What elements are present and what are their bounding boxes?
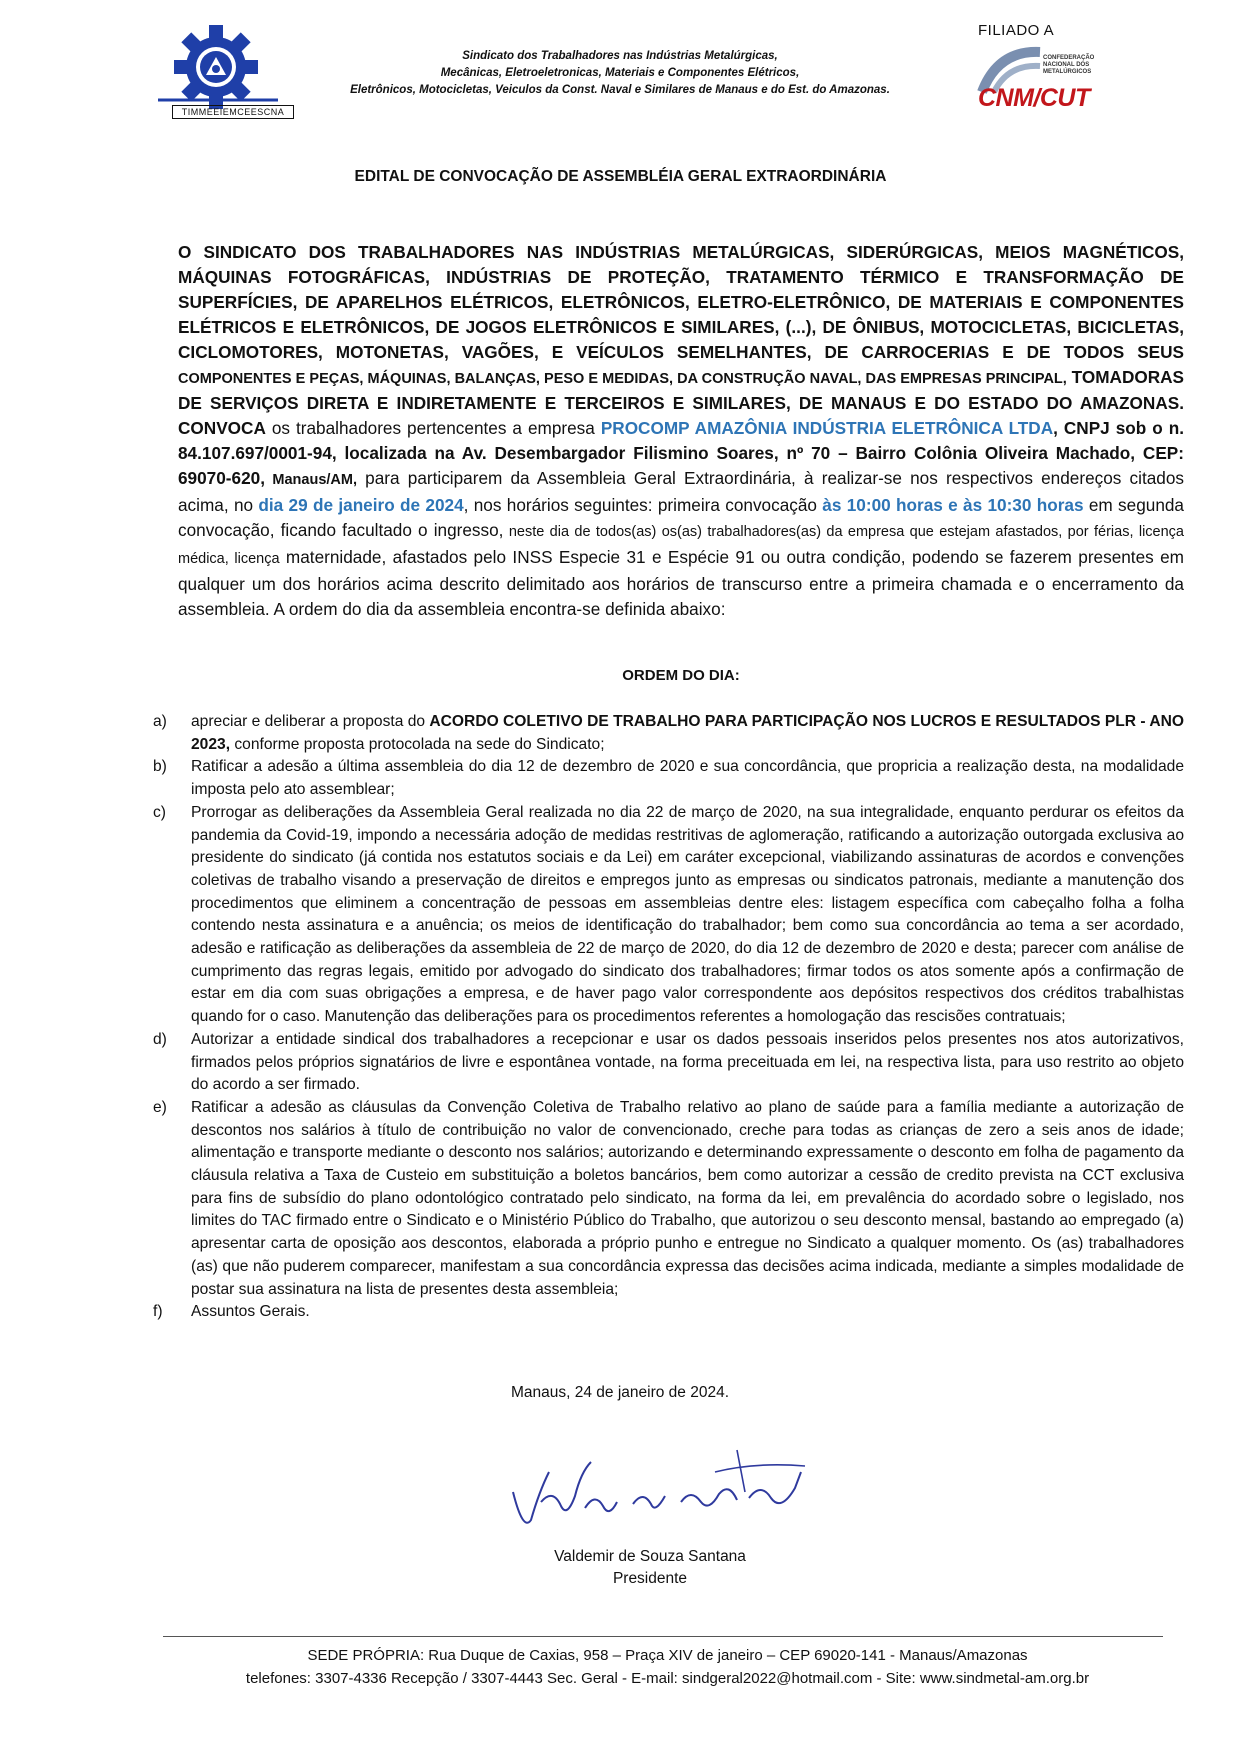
org-header [300,48,940,99]
agenda-item-label: e) [153,1098,167,1116]
place-date: Manaus, 24 de janeiro de 2024. [510,1384,730,1401]
union-name-part-2: COMPONENTES E PEÇAS, MÁQUINAS, BALANÇAS, PESO E MEDIDAS, DA CONSTRUÇÃO NAVAL, DAS EMPRESAS PRINCIPAL, [178,370,1067,387]
signer-block [480,1546,820,1590]
agenda-item-label: c) [153,803,166,821]
agenda-item-label: a) [153,713,167,730]
footer-divider [163,1636,1163,1637]
footer-contacts: telefones: 3307-4336 Recepção / 3307-4443 Sec. Geral - E-mail: sindgeral2022@hotmail.com - Site: www.sindmetal-am.org.br [245,1670,1090,1687]
handwritten-signature [505,1432,825,1542]
company-info: , CNPJ sob o n. 84.107.697/0001-94, localizada na Av. Desembargador Filismino Soares, nº 70 – Bairro Colônia Oliveira Machado, CEP: 69070-620, [178,418,1184,489]
agenda-item: f) Assuntos Gerais. [153,1301,1184,1324]
document-title: EDITAL DE CONVOCAÇÃO DE ASSEMBLÉIA GERAL EXTRAORDINÁRIA [354,168,887,185]
agenda-list [153,711,1184,1324]
union-name-part-1: O SINDICATO DOS TRABALHADORES NAS INDÚSTRIAS METALÚRGICAS, SIDERÚRGICAS, MEIOS MAGNÉTICOS, MÁQUINAS FOTOGRÁFICAS, INDÚSTRIAS DE PROTEÇÃO, TRATAMENTO TÉRMICO E TRANSFORMAÇÃO DE SUPERFÍCIES, DE APARELHOS ELÉTRICOS, ELETRÔNICOS, ELETRO-ELETRÔNICO, DE MATERIAIS E COMPONENTES ELÉTRICOS E ELETRÔNICOS, DE JOGOS ELETRÔNICOS E SIMILARES, (...), DE ÔNIBUS, MOTOCICLETAS, BICICLETAS, CICLOMOTORES, MOTONETAS, VAGÕES, E VEÍCULOS SEMELHANTES, DE CARROCERIAS E DE TODOS SEUS [178,242,1184,362]
agenda-item: b) Ratificar a adesão a última assembleia do dia 12 de dezembro de 2020 e sua concordância, que propricia a realização desta, na modalidade imposta pelo ato assemblear; [153,758,1184,799]
body-text-1: os trabalhadores pertencentes a empresa [265,418,601,439]
company-city: Manaus/AM, [264,472,358,489]
footer-address: SEDE PRÓPRIA: Rua Duque de Caxias, 958 – Praça XIV de janeiro – CEP 69020-141 - Manaus/Amazonas [307,1647,1028,1664]
agenda-item-label: d) [153,1030,167,1048]
signer-name: Valdemir de Souza Santana [554,1548,746,1565]
agenda-item: d) Autorizar a entidade sindical dos trabalhadores a recepcionar e usar os dados pessoais inseridos pelos presentes nos atos autorizativos, firmados pelos próprios signatários de livre e espontânea vontade, na forma preceituada em lei, na respectiva lista, para uso restrito ao objeto do acordo a ser firmado. [153,1030,1184,1094]
org-line-2: Mecânicas, Eletroeletronicas, Materiais e Componentes Elétricos, [440,67,800,79]
org-line-3: Eletrônicos, Motocicletas, Veiculos da Const. Naval e Similares de Manaus e do Est. do Amazonas. [350,84,890,96]
body-text-4: em segunda convocação, ficando facultado o ingresso, [178,495,1184,540]
body-text-2: para participarem da Assembleia Geral Extraordinária, à realizar-se nos respectivos endereços citados acima, no [178,468,1185,516]
cnm-logo-text: CNM/CUT [978,84,1090,112]
affiliation-logo [968,22,1108,122]
body-text-5: maternidade, afastados pelo INSS Especie 31 e Espécie 91 ou outra condição, podendo se fazerem presentes em qualquer um dos horários acima descrito delimitado aos horários de transcurso entre a primeira chamada e o encerramento da assembleia. A ordem do dia da assembleia encontra-se definida abaixo: [178,546,1184,619]
agenda-item: c) Prorrogar as deliberações da Assembleia Geral realizada no dia 22 de março de 2020, na sua integralidade, enquanto perdurar os efeitos da pandemia da Covid-19, impondo a necessária adoção de medidas restritivas de aglomeração, ratificando a autorização outorgada exclusiva ao presidente do sindicato (já contida nos estatutos sociais e da Lei) em caráter excepcional, viabilizando assinaturas de acordos e convenções coletivas de trabalho visando a preservação de direitos e empregos junto as empresas ou sindicatos patronais, mediante a manutenção dos procedimentos que eliminem a concentração de pessoas em assembleias dentre eles: listagem específica com cabeçalho folha a folha contendo nesta assinatura e a anuência; os meios de identificação do trabalhador; bem como sua concordância ao tema a ser acordado, adesão e ratificação as deliberações da assembleia de 22 de março de 2020, do dia 12 de dezembro de 2020 e desta; parecer com análise de cumprimento das regras legais, emitido por advogado do sindicato dos trabalhadores; firmar todos os atos somente após a confirmação de estar em dia com suas obrigações a empresa, e de haver pago valor correspondente aos depósitos respectivos dos créditos trabalhistas quando for o caso. Manutenção das deliberações para os procedimentos referentes a homologação das rescisões contratuais; [153,803,1184,1026]
union-name-part-3: TOMADORAS DE SERVIÇOS DIRETA E INDIRETAMENTE E TERCEIROS E SIMILARES, DE MANAUS E DO ESTADO DO AMAZONAS. CONVOCA [178,366,1185,439]
agenda-item: a) apreciar e deliberar a proposta do ACORDO COLETIVO DE TRABALHO PARA PARTICIPAÇÃO NOS LUCROS E RESULTADOS PLR - ANO 2023, conforme proposta protocolada na sede do Sindicato; [153,713,1184,753]
logo-caption: TIMMEEIEMCEESCNA [172,105,294,119]
signer-role: Presidente [612,1570,688,1587]
body-text-small: neste dia de todos(as) os(as) trabalhadores(as) da empresa que estejam afastados, por férias, licença médica, licença [178,523,1184,567]
cnm-subtitle: CONFEDERAÇÃO NACIONAL DOS METALÚRGICOS [1043,55,1095,75]
agenda-item: e) Ratificar a adesão as cláusulas da Convenção Coletiva de Trabalho relativo ao plano de saúde para a família mediante a autorização de descontos nos salários à título de contribuição no valor de convencionado, creche para todas as crianças de zero a seis anos de idade; alimentação e transporte mediante o desconto nos salários; autorizando e determinando expressamente o desconto em folha de pagamento da cláusula relativa a Taxa de Custeio em substituição a boletos bancários, bem como autorizar a cessão de credito prevista na CCT exclusiva para fins de subsídio do plano odontológico contratado pelo sindicato, na forma da lei, em prevalência do acordado sobre o legislado, nos limites do TAC firmado entre o Sindicato e o Ministério Público do Trabalho, que autorizou o seu desconto mensal, bastando ao empregado (a) apresentar carta de oposição aos descontos, elaborada a próprio punho e entregue no Sindicato a qualquer momento. Os (as) trabalhadores (as) que não puderem comparecer, manifestam a sua concordância expressa das decisões acima indicada, mediante a simples modalidade de postar sua assinatura na lista de presentes desta assembleia; [153,1098,1184,1298]
agenda-item-label: b) [153,758,167,776]
body-text-3: , nos horários seguintes: primeira convocação [463,495,823,516]
meeting-date: dia 29 de janeiro de 2024 [258,495,464,516]
company-name: PROCOMP AMAZÔNIA INDÚSTRIA ELETRÔNICA LTDA [600,418,1054,439]
org-line-1: Sindicato dos Trabalhadores nas Indústrias Metalúrgicas, [462,50,778,62]
affiliation-label: FILIADO A [978,22,1055,39]
agenda-heading: ORDEM DO DIA: [622,667,740,684]
union-logo [128,22,303,130]
convocation-paragraph [178,240,1184,622]
footer [150,1644,1185,1690]
meeting-times: às 10:00 horas e às 10:30 horas [822,495,1084,516]
agenda-item-label: f) [153,1303,163,1321]
